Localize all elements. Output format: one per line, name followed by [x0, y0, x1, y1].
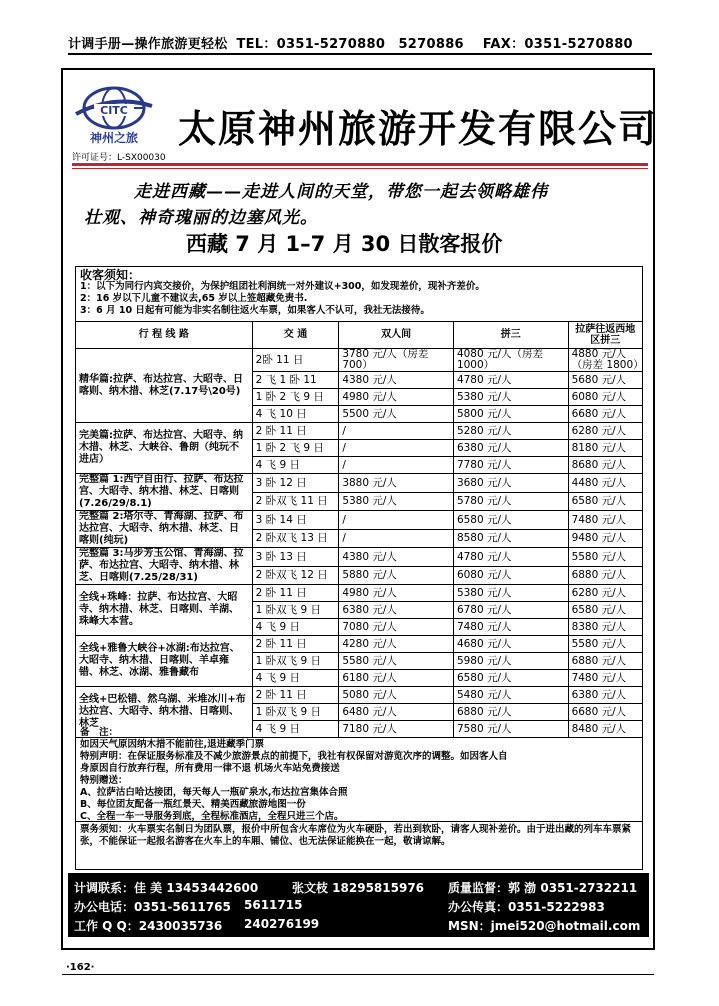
double-price-cell: 4380 元/人	[339, 372, 454, 389]
triple-price-cell: 5780 元/人	[453, 492, 568, 511]
lhasa-price-cell: 8680 元/人	[568, 457, 642, 474]
table-row	[76, 349, 643, 372]
triple-price-cell: 4080 元/人（房差 1000）	[453, 349, 568, 372]
globe-logo-icon	[72, 84, 156, 150]
transport-cell: 3 卧 13 日	[252, 548, 339, 567]
notice-box	[75, 266, 643, 322]
transport-cell: 1 卧双飞 9 日	[252, 602, 339, 619]
triple-price-cell: 7480 元/人	[453, 619, 568, 636]
double-price-cell: 7180 元/人	[339, 721, 454, 738]
triple-price-cell: 8580 元/人	[453, 529, 568, 548]
double-price-cell: 6380 元/人	[339, 602, 454, 619]
double-price-cell: 4280 元/人	[339, 636, 454, 653]
double-price-cell: /	[339, 511, 454, 530]
lhasa-price-cell: 6380 元/人	[568, 687, 642, 704]
lhasa-price-cell: 7480 元/人	[568, 511, 642, 530]
header-tel: TEL：0351-5270880 5270886	[236, 37, 464, 52]
lhasa-price-cell: 6680 元/人	[568, 406, 642, 423]
col-double: 双人间	[339, 322, 454, 349]
lhasa-price-cell: 6080 元/人	[568, 389, 642, 406]
notice-line: 1：以下为同行内宾交接价，为保护组团社利润统一对外建议+300，如发现差价，现补齐差价。	[80, 281, 485, 292]
transport-cell: 4 飞 9 日	[252, 619, 339, 636]
page-number: ·162·	[66, 962, 95, 973]
lhasa-price-cell: 7480 元/人	[568, 670, 642, 687]
table-row	[76, 474, 643, 493]
remark-line: 如因天气原因纳木措不能前往,退进藏季门票	[80, 739, 265, 750]
double-price-cell: 3780 元/人（房差 700）	[339, 349, 454, 372]
contact-qq: 工作 Q Q：2430035736	[74, 919, 223, 933]
header-fax: FAX：0351-5270880	[482, 37, 633, 52]
double-price-cell: /	[339, 423, 454, 440]
lhasa-price-cell: 6280 元/人	[568, 423, 642, 440]
col-route: 行 程 线 路	[76, 322, 253, 349]
route-cell: 完整篇 3:马步芳玉公馆、青海湖、拉萨、布达拉宫、大昭寺、纳木措、林芝、日喀则(7.25/28/31)	[76, 548, 253, 585]
triple-price-cell: 4680 元/人	[453, 636, 568, 653]
notice-heading: 收客须知：	[80, 268, 141, 282]
triple-price-cell: 5380 元/人	[453, 389, 568, 406]
notice-line: 2：16 岁以下儿童不建议去,65 岁以上签超藏免责书.	[80, 293, 308, 304]
triple-price-cell: 5280 元/人	[453, 423, 568, 440]
contact-planner-2: 张文枝 18295815976	[292, 881, 425, 895]
triple-price-cell: 5980 元/人	[453, 653, 568, 670]
divider-red	[72, 163, 648, 166]
transport-cell: 1 卧 2 飞 9 日	[252, 440, 339, 457]
lhasa-price-cell: 5580 元/人	[568, 548, 642, 567]
triple-price-cell: 3680 元/人	[453, 474, 568, 493]
route-cell: 完整篇 1:西宁自由行、拉萨、布达拉宫、大昭寺、纳木措、林芝、日喀则(7.26/29/8.1)	[76, 474, 253, 511]
table-row	[76, 585, 643, 602]
remark-line: 特别声明：在保证服务标准及不减少旅游景点的前提下，我社有权保留对游览次序的调整。如因客人自	[80, 751, 508, 762]
lhasa-price-cell: 8180 元/人	[568, 440, 642, 457]
transport-cell: 2 卧 11 日	[252, 423, 339, 440]
route-cell: 全线+珠峰：拉萨、布达拉宫、大昭寺、纳木措、林芝、日喀则、羊湖、珠峰大本营。	[76, 585, 253, 636]
double-price-cell: 6480 元/人	[339, 704, 454, 721]
triple-price-cell: 5480 元/人	[453, 687, 568, 704]
contact-office-phone: 办公电话：0351-5611765	[74, 900, 231, 914]
lhasa-price-cell: 6580 元/人	[568, 602, 642, 619]
double-price-cell: 7080 元/人	[339, 619, 454, 636]
slogan-line-2: 壮观、神奇瑰丽的边塞风光。	[84, 208, 318, 228]
lhasa-price-cell: 6880 元/人	[568, 653, 642, 670]
lhasa-price-cell: 8480 元/人	[568, 721, 642, 738]
contact-quality: 质量监督：郭 渤 0351-2732211	[448, 881, 638, 895]
notice-line: 3：6 月 10 日起有可能为非实名制往返火车票，如果客人不认可，我社无法接待。	[80, 305, 430, 316]
col-triple: 拼三	[453, 322, 568, 349]
lhasa-price-cell: 4880 元/人（房差 1800）	[568, 349, 642, 372]
table-row	[76, 687, 643, 704]
route-cell: 全线+雅鲁大峡谷+冰湖:布达拉宫、大昭寺、纳木措、日喀则、羊卓雍错、林芝、冰湖、雅鲁藏布	[76, 636, 253, 687]
contact-msn: MSN：jmei520@hotmail.com	[448, 919, 641, 933]
transport-cell: 2 飞 1 卧 11	[252, 372, 339, 389]
triple-price-cell: 4780 元/人	[453, 548, 568, 567]
triple-price-cell: 7780 元/人	[453, 457, 568, 474]
transport-cell: 2 卧 11 日	[252, 636, 339, 653]
remark-line: 身原因自行放弃行程，所有费用一律不退 机场火车站免费接送	[80, 763, 340, 774]
transport-cell: 2 卧双飞 11 日	[252, 492, 339, 511]
route-cell: 完美篇:拉萨、布达拉宫、大昭寺、纳木措、林芝、大峡谷、鲁朗（纯玩不进店）	[76, 423, 253, 474]
header-title: 计调手册—操作旅游更轻松	[68, 37, 228, 52]
footer-rule	[62, 974, 654, 975]
lhasa-price-cell: 5580 元/人	[568, 636, 642, 653]
table-row	[76, 511, 643, 530]
transport-cell: 4 飞 9 日	[252, 457, 339, 474]
double-price-cell: 5500 元/人	[339, 406, 454, 423]
col-transport: 交 通	[252, 322, 339, 349]
transport-cell: 2 卧双飞 12 日	[252, 566, 339, 585]
contact-office-phone-2: 5611715	[244, 898, 303, 912]
page-title: 西藏 7 月 1–7 月 30 日散客报价	[186, 232, 503, 256]
triple-price-cell: 6580 元/人	[453, 670, 568, 687]
lhasa-price-cell: 6280 元/人	[568, 585, 642, 602]
transport-cell: 4 飞 10 日	[252, 406, 339, 423]
col-lhasa-return: 拉萨往返西地区拼三	[568, 322, 642, 349]
transport-cell: 3 卧 14 日	[252, 511, 339, 530]
double-price-cell: /	[339, 529, 454, 548]
transport-cell: 4 飞 9 日	[252, 670, 339, 687]
remark-line: 特别赠送：	[80, 775, 128, 786]
price-table	[75, 321, 643, 738]
table-row	[76, 548, 643, 567]
lhasa-price-cell: 9480 元/人	[568, 529, 642, 548]
double-price-cell: 6180 元/人	[339, 670, 454, 687]
double-price-cell: /	[339, 457, 454, 474]
triple-price-cell: 6780 元/人	[453, 602, 568, 619]
route-cell: 完整篇 2:塔尔寺、青海湖、拉萨、布达拉宫、大昭寺、纳木措、林芝、日喀则(纯玩)	[76, 511, 253, 548]
contact-fax: 办公传真：0351-5222983	[448, 900, 605, 914]
transport-cell: 1 卧双飞 9 日	[252, 704, 339, 721]
company-logo	[72, 84, 156, 150]
remarks-box	[75, 726, 643, 822]
header-bar	[68, 33, 652, 55]
lhasa-price-cell: 8380 元/人	[568, 619, 642, 636]
contact-qq-2: 240276199	[244, 917, 320, 931]
double-price-cell: 5880 元/人	[339, 566, 454, 585]
transport-cell: 2 卧 11 日	[252, 687, 339, 704]
route-cell: 精华篇:拉萨、布达拉宫、大昭寺、日喀则、纳木措、林芝(7.17号\20号)	[76, 349, 253, 423]
transport-cell: 1 卧 2 飞 9 日	[252, 389, 339, 406]
ticket-notice: 票务须知：火车票实名制日为团队票，报价中所包含火车席位为火车硬卧，若出到软卧，请客人现补差价。由于进出藏的列车车票紧张，不能保证一起报名游客在火车上的车厢、铺位、也无法保证能换在一起，敬请谅解。	[75, 822, 643, 870]
license-number: 许可证号：L-SX00030	[72, 153, 166, 163]
contact-planner: 计调联系：佳 美 13453442600	[74, 881, 259, 895]
transport-cell: 4 飞 9 日	[252, 721, 339, 738]
lhasa-price-cell: 6580 元/人	[568, 492, 642, 511]
contact-bar	[68, 873, 649, 937]
remark-line: 备 注：	[80, 727, 119, 738]
table-row	[76, 423, 643, 440]
double-price-cell: 5380 元/人	[339, 492, 454, 511]
remark-line: C、全程一车一导服务到底，全程标准酒店，全程只进三个店。	[80, 811, 344, 822]
remark-line: B、每位团友配备一瓶红景天、精美西藏旅游地图一份	[80, 799, 306, 810]
transport-cell: 2卧 11 日	[252, 349, 339, 372]
triple-price-cell: 7580 元/人	[453, 721, 568, 738]
double-price-cell: 4980 元/人	[339, 585, 454, 602]
triple-price-cell: 6580 元/人	[453, 511, 568, 530]
triple-price-cell: 5380 元/人	[453, 585, 568, 602]
route-cell: 全线+巴松错、然乌湖、米堆冰川+布达拉宫、大昭寺、纳木措、日喀则、林芝	[76, 687, 253, 738]
transport-cell: 1 卧双飞 9 日	[252, 653, 339, 670]
lhasa-price-cell: 4480 元/人	[568, 474, 642, 493]
triple-price-cell: 6080 元/人	[453, 566, 568, 585]
triple-price-cell: 4780 元/人	[453, 372, 568, 389]
transport-cell: 3 卧 12 日	[252, 474, 339, 493]
double-price-cell: 5080 元/人	[339, 687, 454, 704]
double-price-cell: 3880 元/人	[339, 474, 454, 493]
triple-price-cell: 5800 元/人	[453, 406, 568, 423]
lhasa-price-cell: 6680 元/人	[568, 704, 642, 721]
lhasa-price-cell: 5680 元/人	[568, 372, 642, 389]
double-price-cell: 5580 元/人	[339, 653, 454, 670]
remark-line: A、拉萨沽白哈达接团，每天每人一瓶矿泉水,布达拉宫集体合照	[80, 787, 348, 798]
logo-subtitle: 神州之旅	[89, 131, 139, 145]
triple-price-cell: 6880 元/人	[453, 704, 568, 721]
slogan-line-1: 走进西藏——走进人间的天堂，带您一起去领略雄伟	[134, 182, 548, 202]
lhasa-price-cell: 6880 元/人	[568, 566, 642, 585]
logo-text: CITC	[100, 104, 128, 117]
double-price-cell: 4980 元/人	[339, 389, 454, 406]
divider-red-thin	[72, 168, 648, 169]
company-name: 太原神州旅游开发有限公司	[178, 106, 659, 151]
double-price-cell: /	[339, 440, 454, 457]
triple-price-cell: 6380 元/人	[453, 440, 568, 457]
table-header-row	[76, 322, 643, 349]
double-price-cell: 4380 元/人	[339, 548, 454, 567]
table-row	[76, 636, 643, 653]
transport-cell: 2 卧双飞 13 日	[252, 529, 339, 548]
transport-cell: 2 卧 11 日	[252, 585, 339, 602]
